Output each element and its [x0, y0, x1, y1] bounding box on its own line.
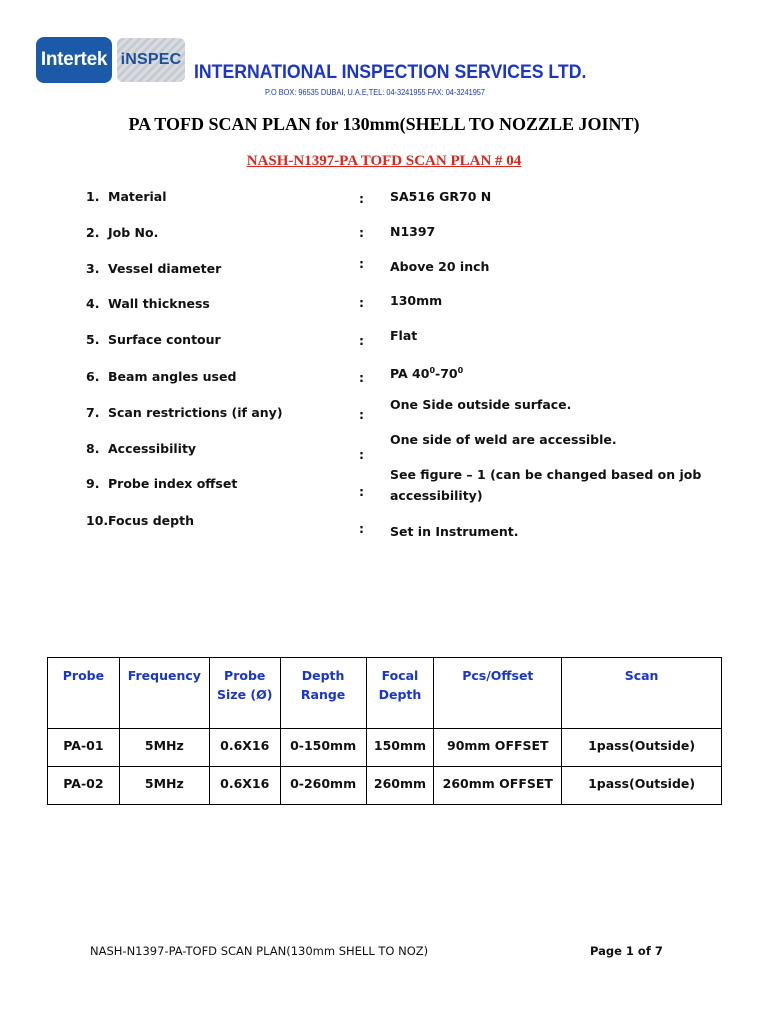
spec-value-surface-contour: Flat	[390, 328, 418, 343]
spec-colon: :	[359, 333, 364, 348]
table-cell: 5MHz	[119, 729, 209, 767]
spec-colon: :	[359, 370, 364, 385]
beam-angle-range-end: -70	[435, 366, 458, 382]
spec-value-job-no: N1397	[390, 224, 436, 239]
company-name: INTERNATIONAL INSPECTION SERVICES LTD.	[194, 62, 587, 83]
spec-item-probe-index-offset	[86, 476, 237, 491]
footer-page-number: Page 1 of 7	[590, 944, 663, 958]
spec-label: Beam angles used	[108, 369, 237, 384]
table-cell: 0-260mm	[280, 767, 366, 805]
table-cell: 260mm	[366, 767, 434, 805]
spec-value-accessibility: One side of weld are accessible.	[390, 432, 617, 447]
spec-colon: :	[359, 295, 364, 310]
table-cell: 0.6X16	[209, 729, 280, 767]
document-title: PA TOFD SCAN PLAN for 130mm(SHELL TO NOZZLE JOINT)	[128, 114, 640, 134]
spec-label: Job No.	[108, 225, 159, 240]
spec-value-probe-index-offset	[390, 464, 701, 506]
beam-angle-prefix: PA 40	[390, 366, 430, 382]
table-cell: PA-01	[48, 729, 120, 767]
document-subtitle: NASH-N1397-PA TOFD SCAN PLAN # 04	[246, 153, 522, 169]
spec-item-vessel-diameter	[86, 261, 221, 276]
spec-label: Material	[108, 189, 167, 204]
degree-superscript: 0	[429, 366, 436, 375]
spec-number: 4.	[86, 296, 100, 311]
column-header: Pcs/Offset	[434, 658, 562, 729]
table-cell: 90mm OFFSET	[434, 729, 562, 767]
table-row	[48, 729, 722, 767]
spec-item-surface-contour	[86, 332, 221, 347]
spec-item-beam-angles	[86, 369, 236, 384]
table-cell: PA-02	[48, 767, 120, 805]
table-cell: 0.6X16	[209, 767, 280, 805]
table-row	[48, 767, 722, 805]
table-cell: 0-150mm	[280, 729, 366, 767]
column-header: Probe Size (Ø)	[209, 658, 280, 729]
spec-colon: :	[359, 447, 364, 462]
spec-value-material: SA516 GR70 N	[390, 189, 492, 204]
column-header: Scan	[562, 658, 722, 729]
degree-superscript: 0	[457, 366, 464, 375]
spec-number: 9.	[86, 476, 100, 491]
spec-value-wall-thickness: 130mm	[390, 293, 443, 308]
spec-number: 5.	[86, 332, 100, 347]
spec-value-beam-angles	[390, 360, 463, 384]
spec-item-material	[86, 189, 167, 204]
spec-value-line: See figure – 1 (can be changed based on job	[390, 467, 702, 482]
spec-value-line: accessibility)	[390, 488, 483, 503]
column-header: Frequency	[119, 658, 209, 729]
spec-colon: :	[359, 521, 364, 536]
spec-value-vessel-diameter: Above 20 inch	[390, 259, 490, 274]
spec-item-job-no	[86, 225, 158, 240]
spec-label: Vessel diameter	[108, 261, 222, 276]
spec-number: 6.	[86, 369, 100, 384]
spec-label: Probe index offset	[108, 476, 238, 491]
table-header-row	[48, 658, 722, 729]
spec-number: 7.	[86, 405, 100, 420]
table-cell: 1pass(Outside)	[562, 729, 722, 767]
spec-label: Wall thickness	[108, 296, 210, 311]
spec-colon: :	[359, 191, 364, 206]
table-cell: 150mm	[366, 729, 434, 767]
spec-number: 1.	[86, 189, 100, 204]
spec-item-accessibility	[86, 441, 196, 456]
spec-number: 8.	[86, 441, 100, 456]
spec-label: Accessibility	[108, 441, 197, 456]
footer-document-reference: NASH-N1397-PA-TOFD SCAN PLAN(130mm SHELL TO NOZ)	[90, 944, 429, 958]
spec-number: 3.	[86, 261, 100, 276]
spec-value-focus-depth: Set in Instrument.	[390, 524, 519, 539]
spec-item-focus-depth	[86, 513, 194, 528]
spec-item-wall-thickness	[86, 296, 210, 311]
table-cell: 1pass(Outside)	[562, 767, 722, 805]
intertek-logo: Intertek	[36, 37, 112, 83]
column-header: Probe	[48, 658, 120, 729]
spec-item-scan-restrictions	[86, 405, 283, 420]
spec-colon: :	[359, 225, 364, 240]
spec-colon: :	[359, 484, 364, 499]
spec-number: 10.	[86, 513, 109, 528]
inspec-logo: iNSPEC	[117, 38, 185, 82]
table-cell: 260mm OFFSET	[434, 767, 562, 805]
company-address: P.O BOX: 96535 DUBAI, U.A.E,TEL: 04-3241955 FAX: 04-3241957	[265, 88, 485, 97]
spec-label: Focus depth	[108, 513, 194, 528]
spec-colon: :	[359, 407, 364, 422]
probe-table	[47, 657, 722, 805]
spec-label: Scan restrictions (if any)	[108, 405, 283, 420]
spec-colon: :	[359, 256, 364, 271]
spec-label: Surface contour	[108, 332, 221, 347]
spec-number: 2.	[86, 225, 100, 240]
column-header: Focal Depth	[366, 658, 434, 729]
table-cell: 5MHz	[119, 767, 209, 805]
column-header: Depth Range	[280, 658, 366, 729]
spec-value-scan-restrictions: One Side outside surface.	[390, 397, 572, 412]
